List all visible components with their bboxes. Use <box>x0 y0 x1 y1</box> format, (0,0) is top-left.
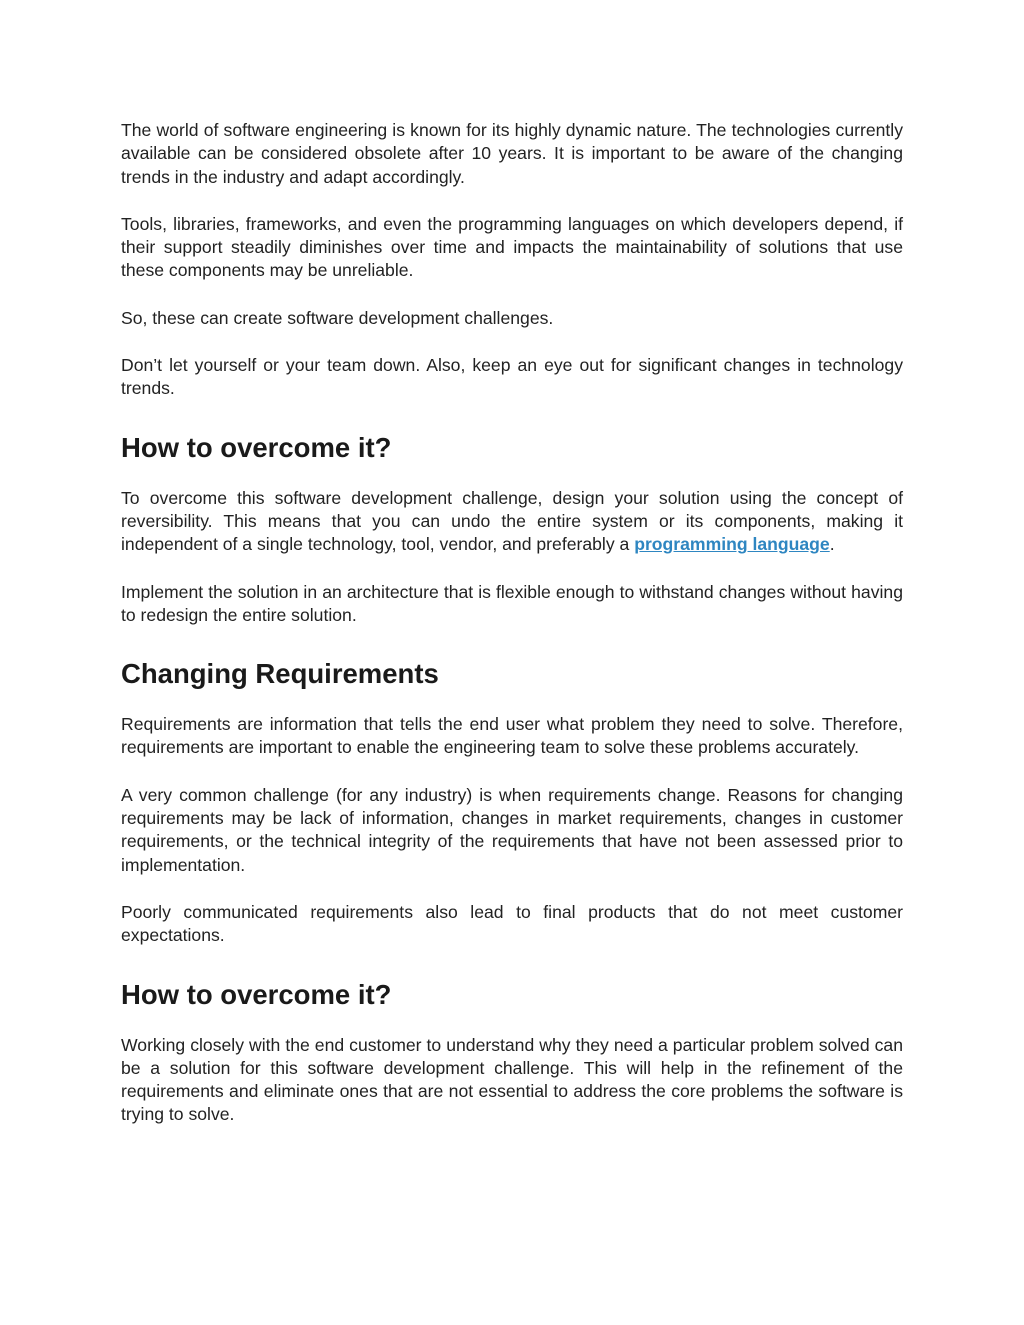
requirements-paragraph: Requirements are information that tells the end user what problem they need to solve. Therefore, requirements are important to enable the engineering team to solve these problems accurately. <box>121 714 903 758</box>
tools-paragraph: Tools, libraries, frameworks, and even the programming languages on which developers depend, if their support steadily diminishes over time and impacts the maintainability of solutions that use these components may be unreliable. <box>121 213 903 281</box>
architecture-paragraph: Implement the solution in an architecture that is flexible enough to withstand changes without having to redesign the entire solution. <box>121 581 903 625</box>
reversibility-text: To overcome this software development challenge, design your solution using the concept of reversibility. This means that you can undo the entire system or its components, making it independent of a single technology, tool, vendor, and preferably a <box>121 487 903 555</box>
section-heading-changing-requirements: Changing Requirements <box>121 658 439 690</box>
common-challenge-paragraph: A very common challenge (for any industry) is when requirements change. Reasons for changing requirements may be lack of information, changes in market requirements, changes in customer requirements, or the technical integrity of the requirements that have not been assessed prior to implementation. <box>121 784 903 875</box>
document-page <box>121 119 903 1127</box>
reversibility-paragraph <box>121 487 903 557</box>
section-heading-overcome-1: How to overcome it? <box>121 431 392 463</box>
section-heading-overcome-2: How to overcome it? <box>121 978 392 1010</box>
intro-paragraph: The world of software engineering is known for its highly dynamic nature. The technologies currently available can be considered obsolete after 10 years. It is important to be aware of the changing trends in the industry and adapt accordingly. <box>121 120 903 187</box>
reversibility-end: . <box>829 534 835 555</box>
working-closely-paragraph: Working closely with the end customer to understand why they need a particular problem solved can be a solution for this software development challenge. This will help in the refinement of the requirements and eliminate ones that are not essential to address the core problems the software is trying to solve. <box>121 1034 903 1125</box>
programming-language-link[interactable]: programming language <box>634 534 830 555</box>
challenges-paragraph: So, these can create software development challenges. <box>121 307 554 328</box>
trends-paragraph: Don’t let yourself or your team down. Also, keep an eye out for significant changes in technology trends. <box>121 355 903 399</box>
poor-communication-paragraph: Poorly communicated requirements also lead to final products that do not meet customer expectations. <box>121 901 903 946</box>
